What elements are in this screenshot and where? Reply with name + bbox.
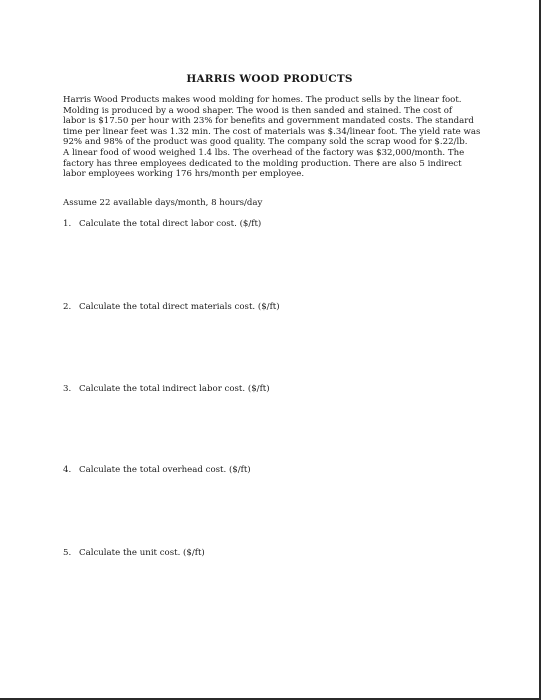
- assumption-text: Assume 22 available days/month, 8 hours/day: [63, 198, 263, 208]
- question-3: [63, 384, 270, 395]
- question-4: [63, 465, 251, 476]
- paragraph-line: labor is $17.50 per hour with 23% for benefits and government mandated costs. The standard: [63, 116, 474, 127]
- question-number: 4.: [63, 465, 72, 475]
- document-title: HARRIS WOOD PRODUCTS: [186, 73, 353, 85]
- question-text: Calculate the total direct labor cost. ($/ft): [79, 219, 262, 229]
- paragraph-line: time per linear feet was 1.32 min. The cost of materials was $.34/linear foot. The yield rate was: [63, 126, 481, 137]
- question-number: 2.: [63, 302, 72, 312]
- question-text: Calculate the unit cost. ($/ft): [79, 548, 205, 558]
- problem-paragraph: [63, 95, 483, 180]
- question-number: 5.: [63, 548, 72, 558]
- question-1: [63, 219, 261, 230]
- paragraph-line: labor employees working 176 hrs/month per employee.: [63, 169, 305, 180]
- paragraph-line: 92% and 98% of the product was good quality. The company sold the scrap wood for $.22/lb.: [63, 137, 468, 148]
- question-number: 3.: [63, 384, 72, 394]
- question-text: Calculate the total direct materials cost. ($/ft): [79, 302, 280, 312]
- question-number: 1.: [63, 219, 72, 229]
- question-text: Calculate the total indirect labor cost. ($/ft): [79, 384, 270, 394]
- question-2: [63, 302, 280, 313]
- paragraph-line: Harris Wood Products makes wood molding for homes. The product sells by the linear foot.: [63, 95, 462, 105]
- paragraph-line: A linear food of wood weighed 1.4 lbs. The overhead of the factory was $32,000/month. The: [63, 147, 465, 158]
- paragraph-line: Molding is produced by a wood shaper. The wood is then sanded and stained. The cost of: [63, 105, 453, 116]
- question-5: [63, 548, 205, 559]
- question-text: Calculate the total overhead cost. ($/ft): [79, 465, 251, 475]
- paragraph-line: factory has three employees dedicated to the molding production. There are also 5 indirect: [63, 158, 462, 169]
